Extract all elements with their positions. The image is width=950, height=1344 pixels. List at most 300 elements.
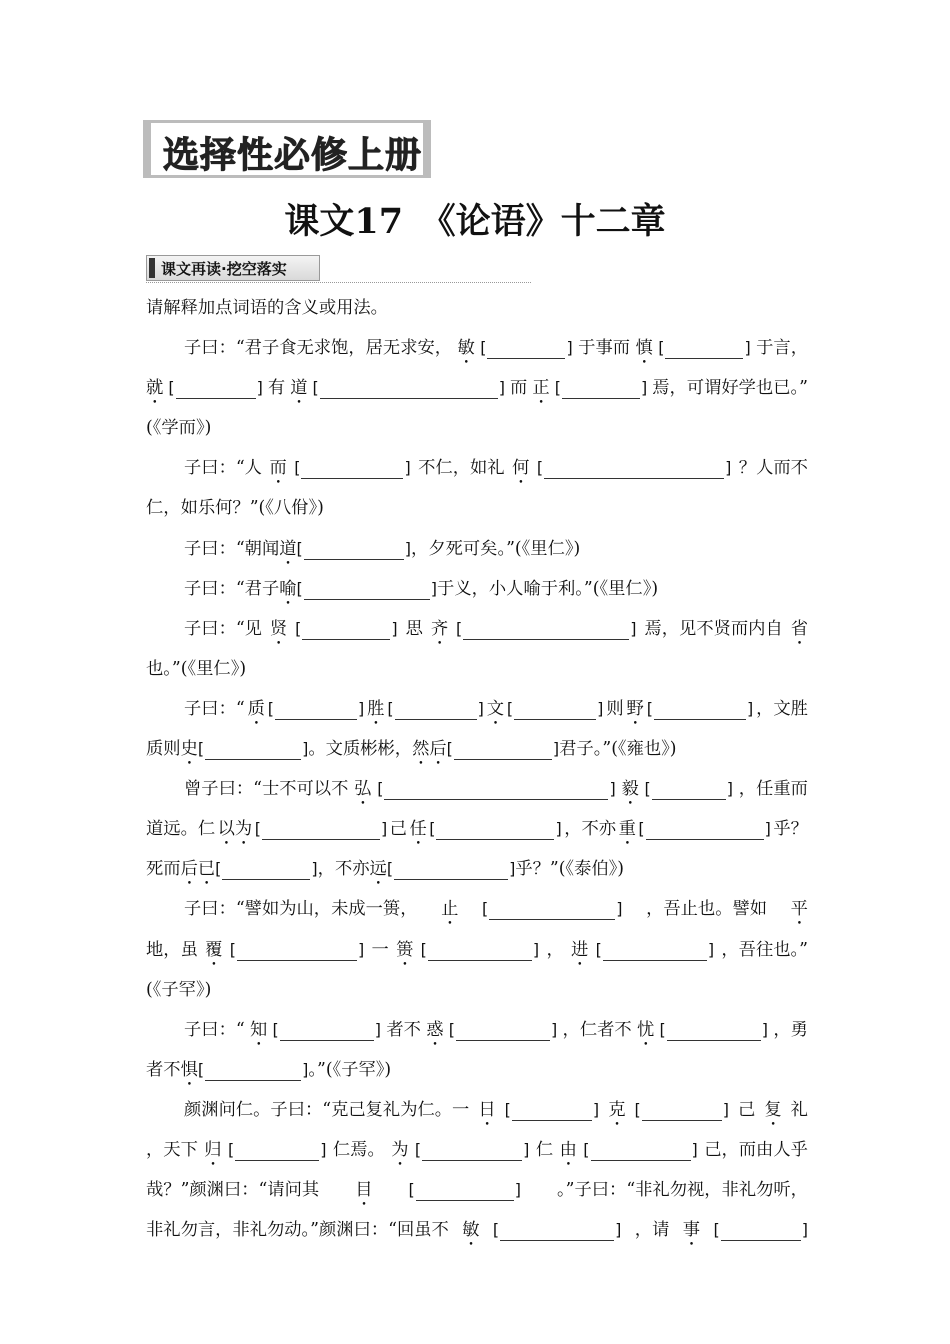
passage-text: 于言， xyxy=(756,338,808,359)
passage-text: ，勇 xyxy=(773,1019,808,1040)
passage-text: ，夕死可矣。”(《里仁》) xyxy=(411,538,581,559)
passage-text: 己，而由人乎 xyxy=(704,1139,808,1160)
text-run xyxy=(308,739,446,759)
passage xyxy=(146,1090,808,1250)
passage-text: 者不 xyxy=(386,1019,421,1040)
bracket-close: ] xyxy=(256,378,263,398)
dotted-word: 惑 xyxy=(426,1019,444,1040)
passage-text: 哉？”颜渊曰：“请问其 xyxy=(146,1180,320,1201)
bracket-open: [ xyxy=(448,1019,456,1039)
dotted-word: 齐 xyxy=(430,618,449,639)
blank-line[interactable] xyxy=(500,1218,614,1241)
dotted-word: 慎 xyxy=(635,338,653,359)
bracket-close: ] xyxy=(404,458,411,478)
text-run xyxy=(559,739,676,759)
dotted-word: 进 xyxy=(571,939,589,960)
passage-text: 质则 xyxy=(146,739,181,760)
dotted-word: 平 xyxy=(790,899,808,920)
dotted-word: 何 xyxy=(512,458,530,479)
answer-blank[interactable] xyxy=(387,689,484,729)
bracket-close: ] xyxy=(707,939,715,959)
passage-text: ，天下 xyxy=(146,1139,198,1160)
answer-blank[interactable] xyxy=(635,1090,730,1130)
passage-text: (《子罕》) xyxy=(146,979,212,1000)
answer-blank[interactable] xyxy=(215,859,318,879)
blank-line[interactable] xyxy=(205,1058,301,1081)
bracket-close: ] xyxy=(722,1099,729,1119)
passage-line xyxy=(146,930,808,970)
answer-blank[interactable] xyxy=(505,1090,600,1130)
dotted-word: 敏 xyxy=(462,1220,480,1241)
answer-blank[interactable] xyxy=(198,739,309,759)
passage xyxy=(146,609,808,689)
passage-line xyxy=(146,889,808,929)
blank-line[interactable] xyxy=(275,697,357,720)
bracket-open: [ xyxy=(408,1180,415,1200)
passage-text: 君子。”(《雍也》) xyxy=(559,739,677,760)
passage xyxy=(146,448,808,528)
dotted-word: 道 xyxy=(290,378,308,399)
bracket-open: [ xyxy=(504,1099,511,1119)
passage-text: 颜渊问仁。子曰：“克己复礼为仁。一 xyxy=(184,1099,470,1120)
passage-text: 子曰：“ xyxy=(184,1019,245,1040)
blank-line[interactable] xyxy=(304,577,430,600)
blank-line[interactable] xyxy=(544,456,724,479)
answer-blank[interactable] xyxy=(295,609,398,649)
bracket-close: ] xyxy=(311,859,318,879)
bracket-close: ] xyxy=(597,698,604,718)
passage-text: 一 xyxy=(371,939,389,960)
dotted-word: 由 xyxy=(559,1139,577,1160)
passage-line xyxy=(146,1210,808,1250)
passage-line xyxy=(146,689,808,729)
answer-blank[interactable] xyxy=(429,809,562,849)
text-run xyxy=(146,739,198,759)
passage-text: ，吾往也。” xyxy=(721,939,808,960)
blank-line[interactable] xyxy=(416,1178,514,1201)
answer-blank[interactable] xyxy=(313,368,506,408)
bracket-close: ] xyxy=(761,1019,769,1039)
lesson-title: 课文17 《论语》十二章 xyxy=(284,201,666,242)
passage-text: ， xyxy=(546,939,564,960)
passage-line xyxy=(146,769,808,809)
answer-blank[interactable] xyxy=(230,930,365,970)
blank-line[interactable] xyxy=(301,456,403,479)
blank-line[interactable] xyxy=(222,857,310,880)
dotted-word: 史 xyxy=(180,739,198,760)
blank-line[interactable] xyxy=(436,817,554,840)
passage-text: 焉，可谓好学也已。” xyxy=(652,378,808,399)
dotted-word: 喻 xyxy=(279,578,297,599)
bracket-close: ] xyxy=(592,1099,600,1119)
bracket-open: [ xyxy=(197,1059,205,1079)
bracket-close: ] xyxy=(532,939,540,959)
bracket-close: ] xyxy=(630,618,637,638)
text-run xyxy=(318,859,387,879)
passage-line xyxy=(146,529,808,569)
answer-blank[interactable] xyxy=(198,1060,309,1080)
bracket-open: [ xyxy=(296,578,303,598)
blank-line[interactable] xyxy=(280,1018,374,1041)
passage-text: 于义，小人喻于利。”(《里仁》) xyxy=(437,578,659,599)
blank-line[interactable] xyxy=(489,897,615,920)
section-divider xyxy=(146,282,531,283)
blank-line[interactable] xyxy=(176,376,256,399)
bracket-open: [ xyxy=(228,1139,235,1159)
answer-blank[interactable] xyxy=(273,1010,382,1050)
section-tag-label: 课文再读·挖空落实 xyxy=(161,260,287,278)
text-run xyxy=(146,659,246,679)
bracket-close: ] xyxy=(380,819,388,839)
bracket-open: [ xyxy=(554,378,561,398)
bracket-open: [ xyxy=(254,819,261,839)
answer-blank[interactable] xyxy=(255,809,388,849)
answer-blank[interactable] xyxy=(297,579,438,599)
bracket-close: ] xyxy=(764,819,771,839)
passage-text: 礼 xyxy=(790,1099,808,1120)
passage-text: ，请 xyxy=(634,1220,670,1241)
blank-line[interactable] xyxy=(422,1138,522,1161)
bracket-open: [ xyxy=(644,779,651,799)
text-run xyxy=(146,1060,198,1080)
passage-text: 己 xyxy=(738,1099,756,1120)
passage-line xyxy=(146,729,808,769)
bracket-open: [ xyxy=(634,1099,641,1119)
passage-text: 于事而 xyxy=(578,338,631,359)
answer-blank[interactable] xyxy=(294,448,411,488)
bracket-close: ] xyxy=(640,378,648,398)
blank-line[interactable] xyxy=(514,697,596,720)
answer-blank[interactable] xyxy=(377,769,616,809)
passage-text: 不仁，如礼 xyxy=(418,458,505,479)
passage xyxy=(146,689,808,769)
answer-blank[interactable] xyxy=(168,368,263,408)
passage-text: 乎？ xyxy=(773,819,808,840)
bracket-open: [ xyxy=(387,698,394,718)
dotted-word: 道 xyxy=(279,538,297,559)
dotted-word: 毅 xyxy=(621,779,639,800)
passage-text: ？人而不 xyxy=(738,458,808,479)
text-run xyxy=(437,579,658,599)
dotted-word: 止 xyxy=(441,899,459,920)
bracket-close: ] xyxy=(302,1059,309,1079)
bracket-close: ] xyxy=(725,458,732,478)
answer-blank[interactable] xyxy=(297,539,412,559)
volume-label: 选择性必修上册 xyxy=(163,135,423,176)
answer-blank[interactable] xyxy=(480,328,573,368)
text-run xyxy=(184,539,297,559)
passage-text: ，不亦 xyxy=(317,859,370,880)
blank-line[interactable] xyxy=(487,336,565,359)
passage-line xyxy=(146,649,808,689)
bracket-close: ] xyxy=(477,698,484,718)
section-tag xyxy=(146,255,320,281)
answer-blank[interactable] xyxy=(555,368,648,408)
bracket-close: ] xyxy=(430,578,438,598)
blank-line[interactable] xyxy=(454,737,552,760)
passage-text: 焉，见不贤而内自 xyxy=(644,618,783,639)
dotted-word: 以为 xyxy=(217,819,253,840)
answer-blank[interactable] xyxy=(713,1210,808,1250)
bracket-open: [ xyxy=(595,939,602,959)
passage-text: 子曰：“譬如为山，未成一篑， xyxy=(184,899,418,920)
text-run xyxy=(146,859,215,879)
passage-text: 则 xyxy=(606,698,624,719)
exercise-body xyxy=(146,288,808,1250)
answer-blank[interactable] xyxy=(638,809,771,849)
passage xyxy=(146,529,808,569)
blank-line[interactable] xyxy=(262,817,380,840)
text-run xyxy=(411,539,580,559)
passage-text: ，任重而 xyxy=(738,779,808,800)
answer-blank[interactable] xyxy=(507,689,604,729)
passage-line xyxy=(146,1010,808,1050)
passage-text: ，吾止也。譬如 xyxy=(646,899,768,920)
answer-blank[interactable] xyxy=(421,930,540,970)
blank-line[interactable] xyxy=(428,938,532,961)
passage-line xyxy=(146,488,808,528)
bracket-open: [ xyxy=(659,1019,666,1039)
dotted-word: 覆 xyxy=(205,939,223,960)
passage-text: 也。”(《里仁》) xyxy=(146,658,247,679)
answer-blank[interactable] xyxy=(482,889,623,929)
passage-line xyxy=(146,809,808,849)
bracket-open: [ xyxy=(429,819,436,839)
blank-line[interactable] xyxy=(665,336,743,359)
blank-line[interactable] xyxy=(512,1098,592,1121)
bracket-open: [ xyxy=(267,698,275,718)
passage-text: 思 xyxy=(405,618,423,639)
bracket-open: [ xyxy=(638,819,645,839)
passage xyxy=(146,889,808,1009)
bracket-close: ] xyxy=(302,739,309,759)
passage-line xyxy=(146,609,808,649)
passage-text: 曾子曰：“士不可以不 xyxy=(184,779,349,800)
bracket-close: ] xyxy=(358,698,365,718)
answer-blank[interactable] xyxy=(658,328,751,368)
passage-line xyxy=(146,1130,808,1170)
bracket-open: [ xyxy=(377,779,384,799)
bracket-open: [ xyxy=(294,458,301,478)
blank-line[interactable] xyxy=(721,1218,801,1241)
bracket-close: ] xyxy=(498,378,506,398)
blank-line[interactable] xyxy=(652,777,726,800)
bracket-close: ] xyxy=(566,338,573,358)
answer-blank[interactable] xyxy=(228,1130,327,1170)
passage-line xyxy=(146,368,808,408)
blank-line[interactable] xyxy=(304,537,404,560)
bracket-close: ] xyxy=(374,1019,382,1039)
passage xyxy=(146,769,808,889)
bracket-open: [ xyxy=(386,859,394,879)
bracket-close: ] xyxy=(514,1180,521,1200)
passage-text: 仁 xyxy=(535,1139,554,1160)
bracket-open: [ xyxy=(420,939,427,959)
bracket-open: [ xyxy=(658,338,665,358)
answer-blank[interactable] xyxy=(449,1010,558,1050)
answer-blank[interactable] xyxy=(645,769,734,809)
dotted-word: 省 xyxy=(790,618,808,639)
passage-text: 仁，如乐何？”(《八佾》) xyxy=(146,498,324,519)
bracket-close: ] xyxy=(391,618,398,638)
blank-line[interactable] xyxy=(320,376,498,399)
bracket-close: ] xyxy=(609,779,616,799)
bracket-open: [ xyxy=(168,378,175,398)
dotted-word: 胜 xyxy=(367,698,385,719)
passage-text: 。”子曰：“非礼勿视，非礼勿听， xyxy=(557,1180,808,1201)
text-run xyxy=(146,980,211,1000)
bracket-open: [ xyxy=(312,378,319,398)
blank-line[interactable] xyxy=(562,376,640,399)
bracket-close: ] xyxy=(555,819,562,839)
dotted-word: 弘 xyxy=(354,779,372,800)
answer-blank[interactable] xyxy=(456,609,637,649)
text-run xyxy=(184,579,297,599)
answer-blank[interactable] xyxy=(647,689,754,729)
passage xyxy=(146,1010,808,1090)
passage-text: 道远。仁 xyxy=(146,819,216,840)
passage-line xyxy=(146,328,808,368)
blank-line[interactable] xyxy=(646,817,764,840)
dotted-word: 知 xyxy=(249,1019,268,1040)
bracket-open: [ xyxy=(456,618,463,638)
dotted-word: 日 xyxy=(478,1099,496,1120)
passage-line xyxy=(146,569,808,609)
answer-blank[interactable] xyxy=(596,930,715,970)
dotted-word: 野 xyxy=(626,698,644,719)
bracket-close: ] xyxy=(616,899,623,919)
passage-line xyxy=(146,448,808,488)
bracket-open: [ xyxy=(583,1139,590,1159)
volume-banner xyxy=(143,120,431,178)
dotted-word: 就 xyxy=(146,378,164,399)
dotted-word: 文 xyxy=(486,698,505,719)
answer-blank[interactable] xyxy=(660,1010,769,1050)
passage-text: ，仁者不 xyxy=(562,1019,632,1040)
bracket-close: ] xyxy=(691,1139,698,1159)
passage-text: 地，虽 xyxy=(146,939,198,960)
blank-line[interactable] xyxy=(395,697,477,720)
passage-text: 仁焉。 xyxy=(332,1139,385,1160)
blank-line[interactable] xyxy=(654,697,746,720)
bracket-open: [ xyxy=(446,739,453,759)
passage-text: 子曰：“见 xyxy=(184,618,262,639)
dotted-word: 远 xyxy=(369,859,387,880)
passage-text: 有 xyxy=(267,378,286,399)
passage-text: (《学而》) xyxy=(146,418,212,439)
dotted-word: 任 xyxy=(409,819,427,840)
blank-line[interactable] xyxy=(463,617,629,640)
bracket-close: ] xyxy=(746,698,754,718)
passage-text: 。”(《子罕》) xyxy=(308,1059,392,1080)
passage-line xyxy=(146,1170,808,1210)
dotted-word: 后已 xyxy=(180,859,216,880)
bracket-open: [ xyxy=(492,1220,500,1240)
bracket-open: [ xyxy=(536,458,544,478)
dotted-word: 正 xyxy=(532,378,550,399)
dotted-word: 质 xyxy=(247,698,265,719)
answer-blank[interactable] xyxy=(415,1130,530,1170)
bracket-close: ] xyxy=(552,739,560,759)
bracket-open: [ xyxy=(296,538,303,558)
dotted-word: 贤 xyxy=(269,618,288,639)
text-run xyxy=(308,1060,391,1080)
passage xyxy=(146,569,808,609)
dotted-word: 然后 xyxy=(412,739,447,760)
text-run xyxy=(146,418,211,438)
dotted-word: 为 xyxy=(391,1139,409,1160)
passage-text: 子曰：“ xyxy=(184,698,245,719)
text-run xyxy=(515,859,624,879)
bracket-open: [ xyxy=(295,618,302,638)
passage-line xyxy=(146,849,808,889)
dotted-word: 重 xyxy=(618,819,636,840)
blank-line[interactable] xyxy=(237,938,357,961)
answer-blank[interactable] xyxy=(409,1170,522,1210)
passage-line xyxy=(146,408,808,448)
bracket-open: [ xyxy=(229,939,236,959)
blank-line[interactable] xyxy=(591,1138,691,1161)
bracket-open: [ xyxy=(506,698,514,718)
answer-blank[interactable] xyxy=(493,1210,622,1250)
bracket-open: [ xyxy=(414,1139,422,1159)
dotted-word: 目 xyxy=(355,1180,373,1201)
bracket-open: [ xyxy=(197,739,205,759)
blank-line[interactable] xyxy=(642,1098,722,1121)
answer-blank[interactable] xyxy=(447,739,560,759)
blank-line[interactable] xyxy=(667,1018,761,1041)
dotted-word: 事 xyxy=(682,1220,701,1241)
answer-blank[interactable] xyxy=(537,448,732,488)
passage-text: 而 xyxy=(510,378,528,399)
passage-text: ，文胜 xyxy=(756,698,808,719)
blank-line[interactable] xyxy=(205,737,301,760)
bracket-close: ] xyxy=(404,538,412,558)
bracket-close: ] xyxy=(801,1220,808,1240)
passage xyxy=(146,328,808,448)
blank-line[interactable] xyxy=(235,1138,319,1161)
dotted-word: 而 xyxy=(269,458,287,479)
passage-line xyxy=(146,1090,808,1130)
answer-blank[interactable] xyxy=(268,689,365,729)
bracket-close: ] xyxy=(320,1139,327,1159)
instruction: 请解释加点词语的含义或用法。 xyxy=(146,298,388,318)
dotted-word: 归 xyxy=(204,1139,222,1160)
blank-line[interactable] xyxy=(302,617,390,640)
passage-text: 乎？”(《泰伯》) xyxy=(515,859,625,880)
passage-text: 者不 xyxy=(146,1059,181,1080)
blank-line[interactable] xyxy=(603,938,707,961)
blank-line[interactable] xyxy=(384,777,608,800)
blank-line[interactable] xyxy=(394,857,508,880)
answer-blank[interactable] xyxy=(387,859,516,879)
bracket-open: [ xyxy=(480,338,487,358)
answer-blank[interactable] xyxy=(583,1130,698,1170)
blank-line[interactable] xyxy=(456,1018,550,1041)
bracket-open: [ xyxy=(272,1019,279,1039)
passage-text: 非礼勿言，非礼勿动。”颜渊曰：“回虽不 xyxy=(146,1220,449,1241)
bracket-open: [ xyxy=(215,859,222,879)
bracket-close: ] xyxy=(509,859,516,879)
dotted-word: 克 xyxy=(608,1099,626,1120)
bracket-close: ] xyxy=(357,939,365,959)
bracket-open: [ xyxy=(713,1220,720,1240)
bracket-close: ] xyxy=(615,1220,622,1240)
dotted-word: 惧 xyxy=(180,1059,198,1080)
passage-text: 子曰：“人 xyxy=(184,458,262,479)
bracket-close: ] xyxy=(744,338,751,358)
bracket-close: ] xyxy=(551,1019,558,1039)
